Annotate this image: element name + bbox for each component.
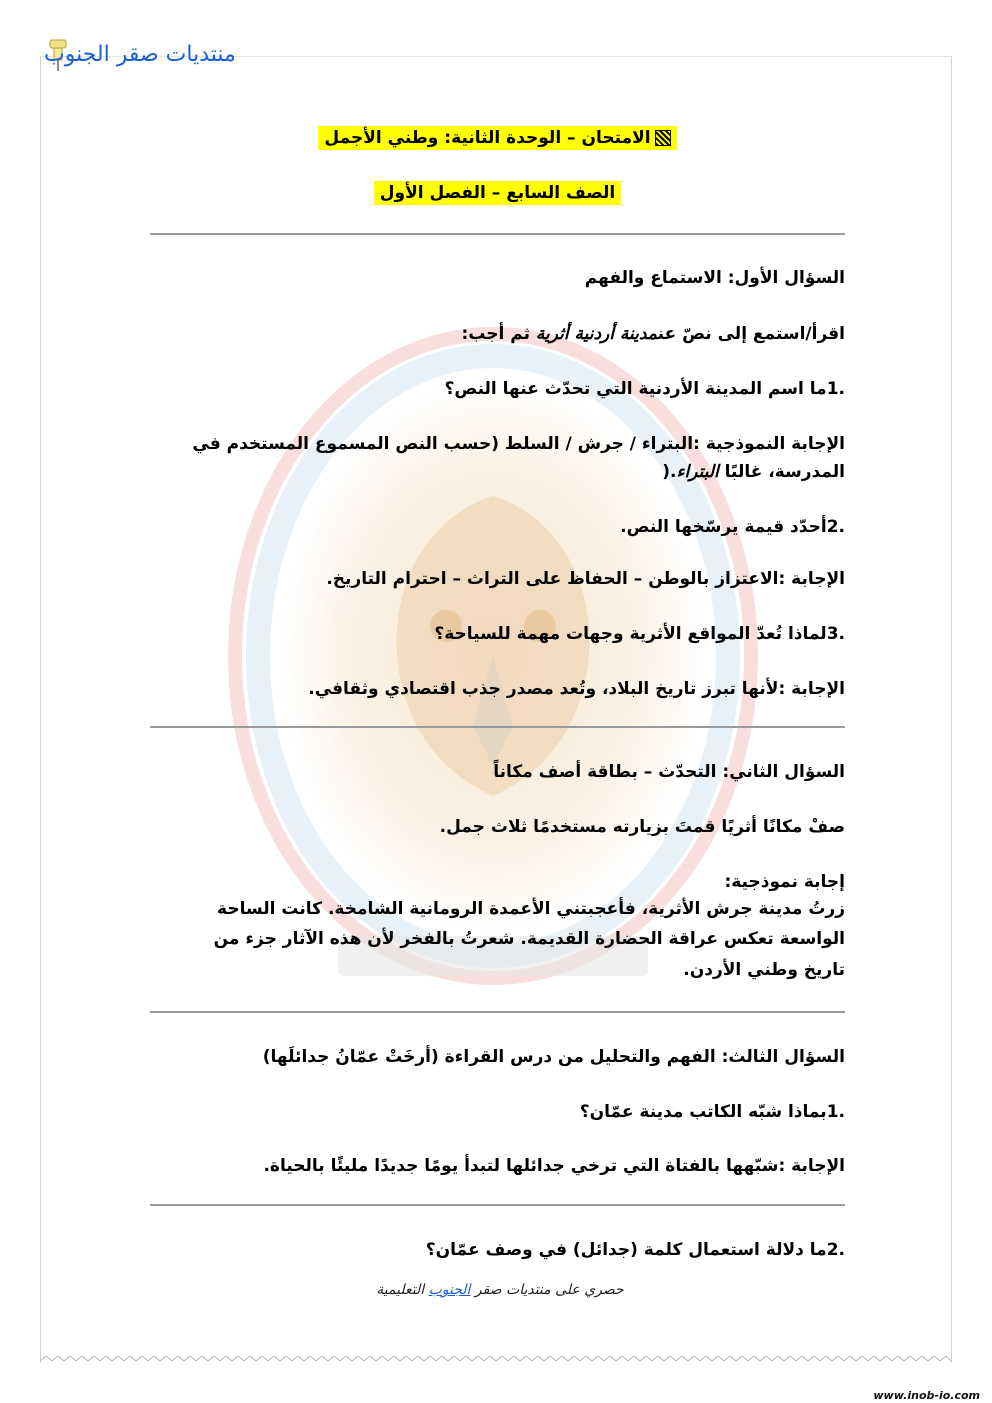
exam-title: الامتحان – الوحدة الثانية: وطني الأجمل — [318, 126, 676, 150]
q1-answer-1-line1: الإجابة النموذجية :البتراء / جرش / السلط (حسب النص المسموع المستخدم في — [192, 434, 845, 454]
q1-answer-3: الإجابة :لأنها تبرز تاريخ البلاد، وتُعد مصدر جذب اقتصادي وثقافي. — [308, 679, 845, 699]
subtitle-row — [150, 181, 845, 205]
q1-item-1: .1ما اسم المدينة الأردنية التي تحدّث عنها النص؟ — [444, 379, 845, 399]
divider — [150, 1011, 845, 1013]
exam-subtitle: الصف السابع – الفصل الأول — [374, 181, 621, 205]
q2-instruction: صفْ مكانًا أثريًا قمتَ بزيارته مستخدمًا ثلاث جمل. — [439, 817, 845, 837]
site-url[interactable]: www.inob-io.com — [873, 1389, 980, 1402]
q2-model-line3: تاريخ وطني الأردن. — [683, 960, 845, 980]
q1-item-3: .3لماذا تُعدّ المواقع الأثرية وجهات مهمة للسياحة؟ — [434, 624, 845, 644]
bottom-border-decoration — [40, 1356, 951, 1366]
site-logo[interactable]: منتديات صقر الجنوب — [44, 42, 236, 67]
divider — [150, 1204, 845, 1206]
q1-instruction: اقرأ/استمع إلى نصّ عنمدينة أردنية أثرية ثم أجب: — [461, 324, 845, 344]
q3-heading: السؤال الثالث: الفهم والتحليل من درس القراءة (أرخَتْ عمّانُ جدائلَها) — [262, 1047, 845, 1067]
square-pattern-icon — [655, 130, 671, 146]
q2-heading: السؤال الثاني: التحدّث – بطاقة أصف مكاناً — [493, 762, 845, 782]
footer-note: حصري على منتديات صقر الجنوب التعليمية — [376, 1282, 624, 1298]
q2-model-line2: الواسعة تعكس عراقة الحضارة القديمة. شعرتُ بالفخر لأن هذه الآثار جزء من — [213, 929, 845, 949]
divider — [150, 726, 845, 728]
q3-answer-1: الإجابة :شبّهها بالفتاة التي ترخي جدائلها لتبدأ يومًا جديدًا مليئًا بالحياة. — [263, 1156, 845, 1176]
footer-link[interactable]: الجنوب — [428, 1282, 471, 1298]
q1-answer-2: الإجابة :الاعتزاز بالوطن – الحفاظ على التراث – احترام التاريخ. — [326, 569, 845, 589]
q2-model-line1: زرتُ مدينة جرش الأثرية، فأعجبتني الأعمدة الرومانية الشامخة. كانت الساحة — [217, 899, 845, 919]
q3-item-1: .1بماذا شبّه الكاتب مدينة عمّان؟ — [579, 1102, 845, 1122]
q3-item-2: .2ما دلالة استعمال كلمة (جدائل) في وصف عمّان؟ — [425, 1240, 845, 1260]
q1-heading: السؤال الأول: الاستماع والفهم — [584, 268, 845, 288]
q1-answer-1-line2: المدرسة، غالبًا البتراء.( — [662, 462, 845, 482]
divider — [150, 233, 845, 235]
q1-item-2: .2أحدّد قيمة يرسّخها النص. — [620, 517, 845, 537]
exam-title-row — [150, 126, 845, 150]
q2-model-label: إجابة نموذجية: — [724, 872, 845, 892]
